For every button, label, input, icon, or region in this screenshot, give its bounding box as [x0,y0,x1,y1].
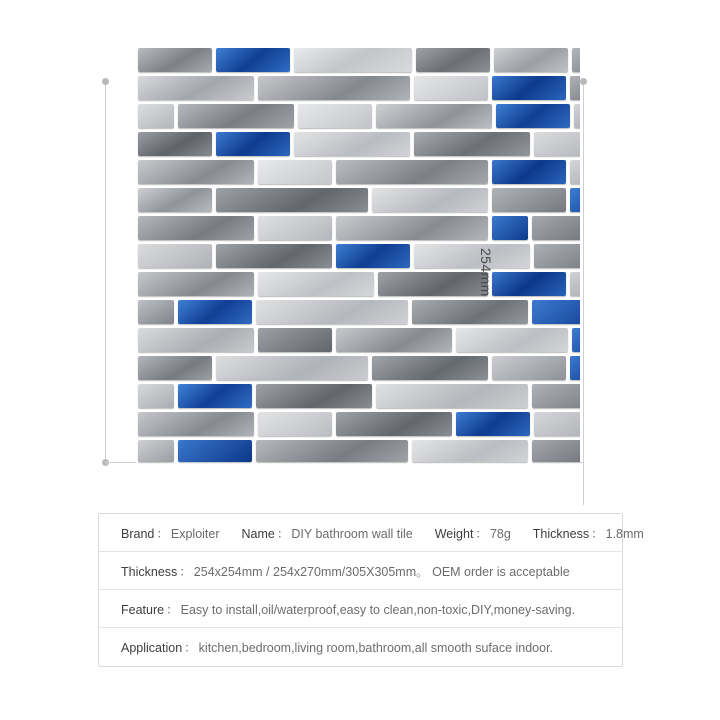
tile-brick [256,440,408,462]
spec-separator: ： [179,564,192,579]
guide-dot-top-left [102,78,109,85]
tile-brick [532,216,580,240]
tile-brick [138,104,174,128]
spec-separator: ： [184,641,197,655]
tile-brick [178,104,294,128]
tile-brick [372,188,488,212]
spec-value: 254x254mm / 254x270mm/305X305mm。 OEM order is acceptable [193,564,570,579]
spec-value: Easy to install,oil/waterproof,easy to clean,non-toxic,DIY,money-saving. [180,602,576,617]
tile-brick [138,76,254,100]
tile-brick [138,48,212,72]
tile-brick [138,132,212,156]
spec-value: DIY bathroom wall tile [291,526,413,541]
tile-brick [572,48,580,72]
spec-cell-thickness [533,524,644,542]
tile-brick [570,76,580,100]
tile-brick [256,384,372,408]
tile-brick [258,160,332,184]
specification-table [98,513,644,667]
tile-brick [258,216,332,240]
spec-separator: ： [591,526,604,541]
tile-brick [258,328,332,352]
tile-brick [294,48,412,72]
spec-value: 78g [489,526,511,541]
tile-brick [492,356,566,380]
spec-separator: ： [166,602,179,617]
tile-brick [492,188,566,212]
guide-dot-top-right [580,78,587,85]
spec-separator: ： [475,526,488,541]
tile-brick [532,384,580,408]
tile-brick [414,76,488,100]
tile-brick [456,412,530,436]
spec-key: Thickness [121,564,178,579]
tile-mosaic [136,44,580,464]
tile-brick [376,384,528,408]
tile-brick [216,48,290,72]
tile-brick [216,356,368,380]
tile-brick [496,104,570,128]
tile-brick [492,76,566,100]
tile-brick [416,48,490,72]
tile-brick [138,440,174,462]
tile-brick [492,272,566,296]
spec-key: Weight [434,526,474,541]
tile-brick [532,440,580,462]
spec-row [99,628,622,666]
tile-brick [258,412,332,436]
spec-cell-sizes [121,562,570,580]
tile-brick [138,160,254,184]
spec-value: Exploiter [170,526,220,541]
guide-line-left [105,85,106,459]
tile-brick [534,244,580,268]
tile-brick [534,132,580,156]
tile-brick [494,48,568,72]
tile-brick [456,328,568,352]
tile-brick [574,104,580,128]
tile-brick [138,272,254,296]
tile-brick [376,104,492,128]
tile-brick [138,216,254,240]
spec-cell-name [242,524,413,542]
spec-cell-weight [435,524,511,542]
spec-separator: ： [276,526,290,541]
tile-brick [138,244,212,268]
tile-brick [378,272,488,296]
tile-brick [178,300,252,324]
tile-brick [492,216,528,240]
spec-value: 1.8mm [605,526,644,541]
tile-brick [138,328,254,352]
tile-brick [336,216,488,240]
tile-brick [216,188,368,212]
tile-brick [412,300,528,324]
spec-separator: ： [156,526,169,541]
tile-brick [534,412,580,436]
tile-brick [570,188,580,212]
tile-brick [294,132,410,156]
tile-brick [572,328,580,352]
tile-brick [298,104,372,128]
spec-key: Brand [121,526,155,541]
tile-brick [532,300,580,324]
tile-brick [570,272,580,296]
tile-brick [570,356,580,380]
dimension-height-label: 254mm [478,248,494,297]
tile-brick [138,412,254,436]
tile-brick [372,356,488,380]
tile-brick [336,328,452,352]
tile-brick [256,300,408,324]
spec-row [99,590,622,628]
product-image-area [100,40,590,470]
tile-brick [414,132,530,156]
tile-brick [336,244,410,268]
tile-brick [138,356,212,380]
spec-key: Application [121,641,183,655]
guide-line-right [583,85,584,505]
spec-key: Thickness [532,526,590,541]
tile-brick [336,412,452,436]
spec-cell-brand [121,524,220,542]
tile-brick [414,244,530,268]
tile-brick [258,76,410,100]
tile-brick [492,160,566,184]
tile-brick [336,160,488,184]
tile-brick [178,384,252,408]
spec-row [99,514,644,552]
spec-key: Feature [121,602,165,617]
tile-brick [138,300,174,324]
tile-brick [216,132,290,156]
tile-brick [570,160,580,184]
tile-brick [138,188,212,212]
tile-brick [138,384,174,408]
tile-brick [258,272,374,296]
spec-row [99,552,622,590]
tile-brick [178,440,252,462]
spec-key: Name [241,526,275,541]
spec-cell-application [121,638,553,656]
spec-value: kitchen,bedroom,living room,bathroom,all smooth suface indoor. [198,641,554,655]
spec-cell-feature [121,600,575,618]
tile-sheet [136,44,580,464]
tile-brick [412,440,528,462]
tile-brick [216,244,332,268]
